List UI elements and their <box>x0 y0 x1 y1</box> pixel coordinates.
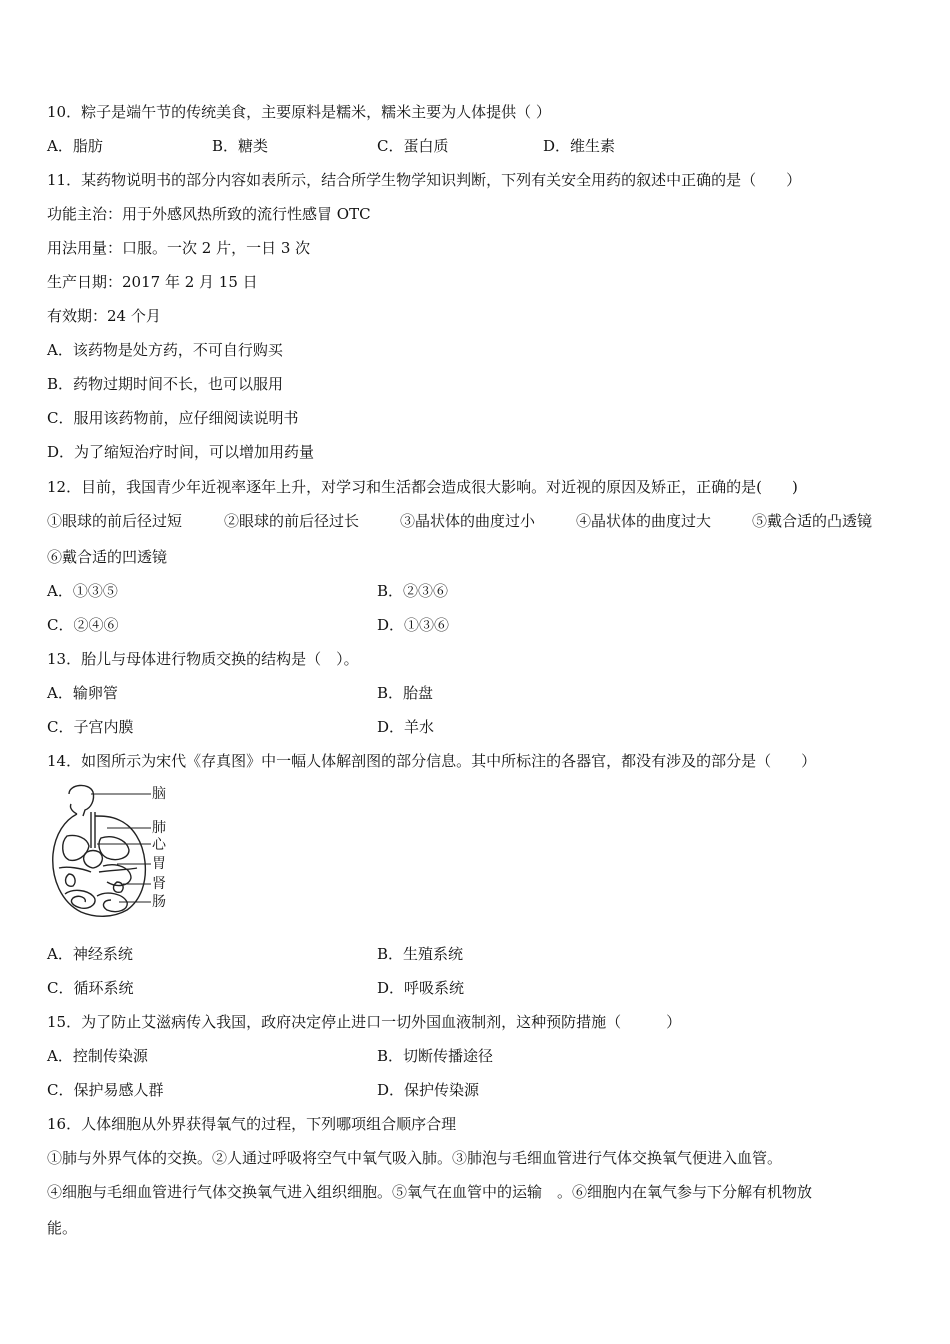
q11-info-dosage: 用法用量：口服。一次 2 片，一日 3 次 <box>47 239 311 257</box>
label-brain: 脑 <box>152 786 166 802</box>
q16-line-3: 能。 <box>47 1219 78 1237</box>
q10-option-a: A．脂肪 <box>47 137 103 155</box>
q15-option-c: C．保护易感人群 <box>47 1081 164 1099</box>
q11-info-function: 功能主治：用于外感风热所致的流行性感冒 OTC <box>47 205 371 223</box>
q15-option-b: B．切断传播途径 <box>377 1047 494 1065</box>
q11-option-b: B．药物过期时间不长，也可以服用 <box>47 375 284 393</box>
q16-stem: 16．人体细胞从外界获得氧气的过程，下列哪项组合顺序合理 <box>47 1115 457 1133</box>
q14-option-d: D．呼吸系统 <box>377 979 465 997</box>
q12-item-1: ①眼球的前后径过短 <box>47 512 183 530</box>
q14-option-b: B．生殖系统 <box>377 945 464 963</box>
label-heart: 心 <box>152 837 166 853</box>
q10-option-c: C．蛋白质 <box>377 137 449 155</box>
q11-info-validity: 有效期：24 个月 <box>47 307 161 325</box>
q10-option-d: D．维生素 <box>543 137 616 155</box>
q11-option-d: D．为了缩短治疗时间，可以增加用药量 <box>47 443 315 461</box>
q16-line-1: ①肺与外界气体的交换。②人通过呼吸将空气中氧气吸入肺。③肺泡与毛细血管进行气体交换氧气便进入血管。 <box>47 1149 783 1167</box>
label-intestine: 肠 <box>152 894 166 910</box>
q12-item-4: ④晶状体的曲度过大 <box>576 512 712 530</box>
label-stomach: 胃 <box>152 856 166 872</box>
q12-item-3: ③晶状体的曲度过小 <box>400 512 536 530</box>
q14-option-a: A．神经系统 <box>47 945 133 963</box>
q11-option-c: C．服用该药物前，应仔细阅读说明书 <box>47 409 299 427</box>
q10-stem: 10．粽子是端午节的传统美食，主要原料是糯米，糯米主要为人体提供（ ） <box>47 103 551 121</box>
q12-item-2: ②眼球的前后径过长 <box>224 512 360 530</box>
q15-option-a: A．控制传染源 <box>47 1047 148 1065</box>
q12-item-5: ⑤戴合适的凸透镜 <box>752 512 873 530</box>
q16-line-2: ④细胞与毛细血管进行气体交换氧气进入组织细胞。⑤氧气在血管中的运输 。⑥细胞内在氧气参与下分解有机物放 <box>47 1183 813 1201</box>
q13-stem: 13．胎儿与母体进行物质交换的结构是（ ）。 <box>47 650 359 668</box>
anatomy-figure <box>47 782 177 922</box>
q12-stem: 12．目前，我国青少年近视率逐年上升，对学习和生活都会造成很大影响。对近视的原因及矫正，正确的是( ) <box>47 478 798 496</box>
q12-option-c: C．②④⑥ <box>47 616 119 634</box>
q10-option-b: B．糖类 <box>212 137 269 155</box>
q11-stem: 11．某药物说明书的部分内容如表所示，结合所学生物学知识判断，下列有关安全用药的叙述中正确的是（ ） <box>47 171 802 189</box>
label-kidney: 肾 <box>152 876 166 892</box>
q13-option-b: B．胎盘 <box>377 684 434 702</box>
q13-option-d: D．羊水 <box>377 718 435 736</box>
q13-option-a: A．输卵管 <box>47 684 118 702</box>
q11-option-a: A．该药物是处方药，不可自行购买 <box>47 341 283 359</box>
label-lung: 肺 <box>152 820 166 836</box>
q11-info-production-date: 生产日期：2017 年 2 月 15 日 <box>47 273 258 291</box>
q13-option-c: C．子宫内膜 <box>47 718 134 736</box>
q15-option-d: D．保护传染源 <box>377 1081 480 1099</box>
q12-option-a: A．①③⑤ <box>47 582 118 600</box>
q15-stem: 15．为了防止艾滋病传入我国，政府决定停止进口一切外国血液制剂，这种预防措施（ ） <box>47 1013 682 1031</box>
q14-stem: 14．如图所示为宋代《存真图》中一幅人体解剖图的部分信息。其中所标注的各器官，都没有涉及的部分是（ ） <box>47 752 817 770</box>
q12-option-d: D．①③⑥ <box>377 616 450 634</box>
q12-option-b: B．②③⑥ <box>377 582 449 600</box>
q12-item-6: ⑥戴合适的凹透镜 <box>47 548 168 566</box>
q14-option-c: C．循环系统 <box>47 979 134 997</box>
